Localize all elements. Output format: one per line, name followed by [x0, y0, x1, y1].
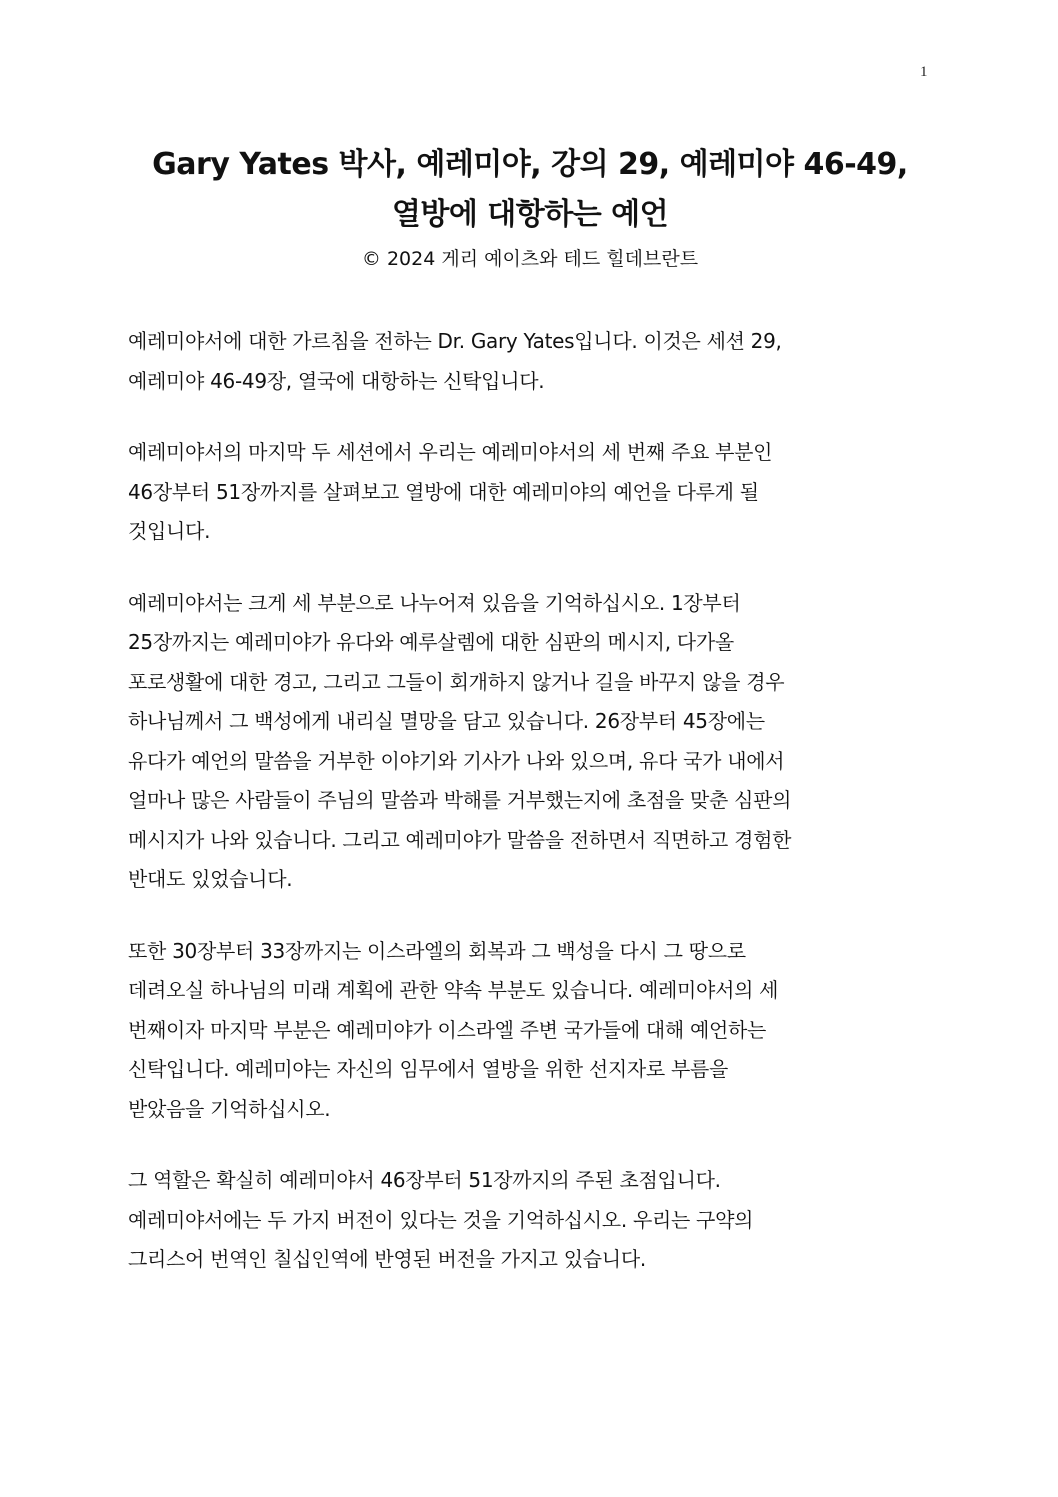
- paragraph-1: [128, 322, 928, 401]
- text-line: 예레미야서에 대한 가르침을 전하는 Dr. Gary Yates입니다. 이것은 세션 29,: [128, 329, 782, 353]
- text-line: 번째이자 마지막 부분은 예레미야가 이스라엘 주변 국가들에 대해 예언하는: [128, 1017, 767, 1042]
- copyright-notice: © 2024 게리 예이츠와 테드 힐데브란트: [361, 248, 699, 270]
- paragraph-5: [128, 1161, 928, 1280]
- text-line: 유다가 예언의 말씀을 거부한 이야기와 기사가 나와 있으며, 유다 국가 내에서: [128, 748, 785, 773]
- text-line: 25장까지는 예레미야가 유다와 예루살렘에 대한 심판의 메시지, 다가올: [128, 630, 734, 654]
- text-line: 신탁입니다. 예레미야는 자신의 임무에서 열방을 위한 선지자로 부름을: [128, 1057, 729, 1081]
- text-line: 46장부터 51장까지를 살펴보고 열방에 대한 예레미야의 예언을 다루게 될: [128, 479, 759, 504]
- text-line: 그 역할은 확실히 예레미야서 46장부터 51장까지의 주된 초점입니다.: [128, 1168, 721, 1192]
- text-line: 것입니다.: [128, 519, 211, 543]
- page-number: 1: [920, 64, 928, 80]
- paragraph-3: [128, 584, 928, 900]
- text-line: 데려오실 하나님의 미래 계획에 관한 약속 부분도 있습니다. 예레미야서의 세: [128, 978, 779, 1002]
- text-line: 예레미야서에는 두 가지 버전이 있다는 것을 기억하십시오. 우리는 구약의: [128, 1207, 754, 1232]
- text-line: 얼마나 많은 사람들이 주님의 말씀과 박해를 거부했는지에 초점을 맞춘 심판의: [128, 788, 792, 812]
- text-line: 반대도 있었습니다.: [128, 867, 293, 891]
- text-line: 메시지가 나와 있습니다. 그리고 예레미야가 말씀을 전하면서 직면하고 경험한: [128, 827, 792, 852]
- text-line: 예레미야서의 마지막 두 세션에서 우리는 예레미야서의 세 번째 주요 부분인: [128, 440, 773, 464]
- paragraph-2: [128, 433, 928, 552]
- document-title-line-1: Gary Yates 박사, 예레미야, 강의 29, 예레미야 46-49,: [152, 147, 908, 182]
- text-line: 예레미야서는 크게 세 부분으로 나누어져 있음을 기억하십시오. 1장부터: [128, 590, 741, 615]
- text-line: 하나님께서 그 백성에게 내리실 멸망을 담고 있습니다. 26장부터 45장에는: [128, 709, 765, 733]
- text-line: 받았음을 기억하십시오.: [128, 1096, 331, 1121]
- paragraph-4: [128, 932, 928, 1130]
- text-line: 그리스어 번역인 칠십인역에 반영된 버전을 가지고 있습니다.: [128, 1247, 646, 1271]
- text-line: 포로생활에 대한 경고, 그리고 그들이 회개하지 않거나 길을 바꾸지 않을 경우: [128, 669, 785, 694]
- text-line: 또한 30장부터 33장까지는 이스라엘의 회복과 그 백성을 다시 그 땅으로: [128, 938, 746, 963]
- text-line: 예레미야 46-49장, 열국에 대항하는 신탁입니다.: [128, 368, 545, 393]
- document-body: [128, 322, 928, 1312]
- title-block: [80, 140, 980, 274]
- document-title-line-2: 열방에 대항하는 예언: [391, 197, 669, 232]
